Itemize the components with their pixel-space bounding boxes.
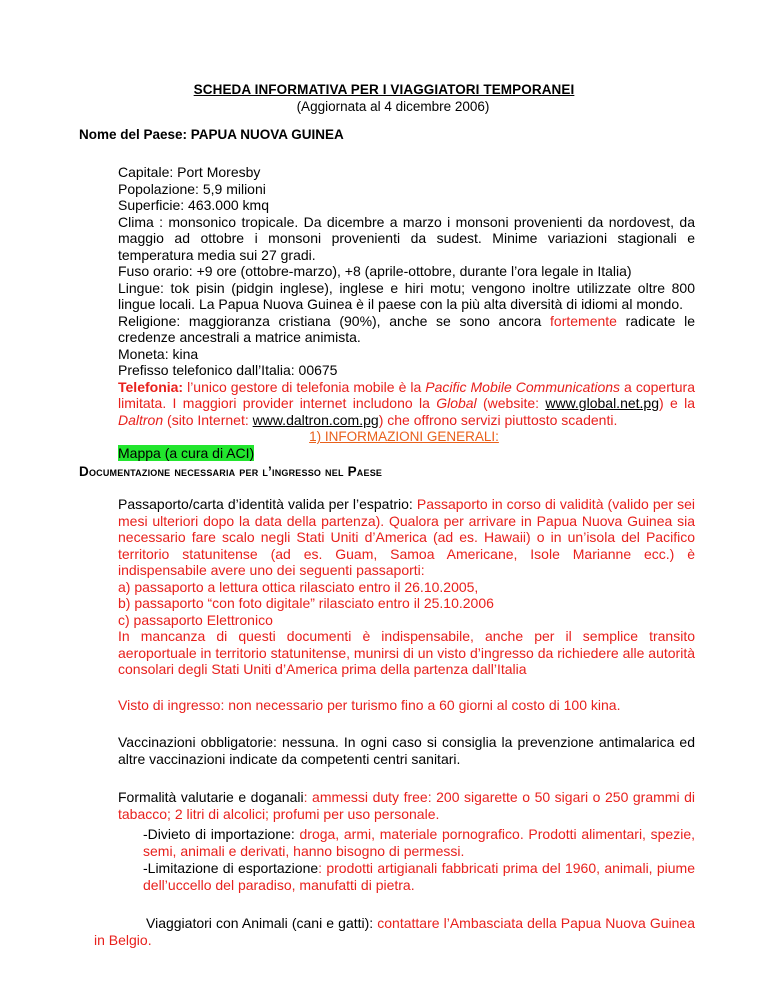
passport-paragraph: Passaporto/carta d’identità valida per l’espatrio: Passaporto in corso di validità (valido per sei mesi ulteriori dopo la data della partenza). Qualora per arrivare in Papua Nuova Guinea sia necessario fare scalo negli Stati Uniti d’America (ad es. Hawaii) o in un’isola del Pacifico territorio statunitense (ad es. Guam, Samoa Americane, Isole Marianne ecc.) è indispensabile avere uno dei seguenti passaporti: a) passaporto a lettura ottica rilasciato entro il 26.10.2005, b) passaporto “con foto digitale” rilasciato entro il 25.10.2006 c) passaporto Elettronico In mancanza di questi documenti è indispensabile, anche per il semplice transito aeroportuale in territorio statunitense, munirsi di un visto d’ingresso da richiedere alle autorità consolari degli Stati Uniti d’America prima della partenza dall’Italia xyxy=(118,496,695,677)
telephony-paragraph: Telefonia: l’unico gestore di telefonia mobile è la Pacific Mobile Communications a copertura limitata. I maggiori provider internet includono la Global (website: www.global.net.pg) e la Daltron (sito Internet: www.daltron.com.pg) che offrono servizi piuttosto scadenti. xyxy=(118,378,695,428)
capital-line: Capitale: Port Moresby xyxy=(118,164,261,180)
animals-paragraph: Viaggiatori con Animali (cani e gatti): contattare l’Ambasciata della Papua Nuova Guinea in Belgio. xyxy=(94,915,696,948)
transit-note: In mancanza di questi documenti è indispensabile, anche per il semplice transito aeroportuale in territorio statunitense, munirsi di un visto d’ingresso da richiedere alle autorità consolari degli Stati Uniti d’America prima della partenza dall’Italia xyxy=(118,628,695,677)
documents-heading: Documentazione necessaria per l’ingresso nel Paese xyxy=(79,464,383,479)
languages-line: Lingue: tok pisin (pidgin inglese), inglese e hiri motu; vengono inoltre utilizzate oltre 800 lingue locali. La Papua Nuova Guinea è il paese con la più alta diversità di idiomi al mondo. xyxy=(118,279,695,312)
vaccines-paragraph: Vaccinazioni obbligatorie: nessuna. In ogni caso si consiglia la prevenzione antimalarica ed altre vaccinazioni indicate da competenti centri sanitari. xyxy=(118,734,695,767)
climate-line: Clima : monsonico tropicale. Da dicembre a marzo i monsoni provenienti da nordovest, da maggio ad ottobre i monsoni provenienti da sudest. Minime variazioni stagionali e temperatura media sui 27 gradi. xyxy=(118,213,695,263)
visa-line: Visto di ingresso: non necessario per turismo fino a 60 giorni al costo di 100 kina. xyxy=(118,697,621,713)
country-name: Nome del Paese: PAPUA NUOVA GUINEA xyxy=(79,127,344,142)
passport-item-a: a) passaporto a lettura ottica rilasciato entro il 26.10.2005, xyxy=(118,578,479,595)
global-link[interactable]: www.global.net.pg xyxy=(545,395,659,411)
timezone-line: Fuso orario: +9 ore (ottobre-marzo), +8 (aprile-ottobre, durante l’ora legale in Italia) xyxy=(118,263,632,279)
map-link[interactable]: Mappa (a cura di ACI) xyxy=(118,445,255,461)
area-line: Superficie: 463.000 kmq xyxy=(118,197,269,213)
religion-line: Religione: maggioranza cristiana (90%), anche se sono ancora fortemente radicate le credenze ancestrali a matrice animista. xyxy=(118,312,695,345)
document-subtitle: (Aggiornata al 4 dicembre 2006) xyxy=(296,99,490,114)
import-paragraph: -Divieto di importazione: droga, armi, materiale pornografico. Prodotti alimentari, spezie, semi, animali e derivati, hanno bisogno di permessi. xyxy=(143,826,695,859)
document-title: SCHEDA INFORMATIVA PER I VIAGGIATORI TEMPORANEI xyxy=(193,82,575,97)
customs-paragraph: Formalità valutarie e doganali: ammessi duty free: 200 sigarette o 50 sigari o 250 grammi di tabacco; 2 litri di alcolici; profumi per uso personale. xyxy=(118,789,695,822)
facts-block xyxy=(118,164,695,462)
daltron-link[interactable]: www.daltron.com.pg xyxy=(252,411,379,428)
passport-item-c: c) passaporto Elettronico xyxy=(118,611,273,628)
export-paragraph: -Limitazione di esportazione: prodotti artigianali fabbricati prima del 1960, animali, piume dell’uccello del paradiso, manufatti di pietra. xyxy=(143,860,695,893)
passport-item-b: b) passaporto “con foto digitale” rilasciato entro il 25.10.2006 xyxy=(118,595,494,611)
currency-line: Moneta: kina xyxy=(118,345,199,362)
population-line: Popolazione: 5,9 milioni xyxy=(118,180,266,197)
phone-prefix-line: Prefisso telefonico dall’Italia: 00675 xyxy=(118,362,338,378)
section-general-info-heading: 1) INFORMAZIONI GENERALI: xyxy=(309,429,499,444)
